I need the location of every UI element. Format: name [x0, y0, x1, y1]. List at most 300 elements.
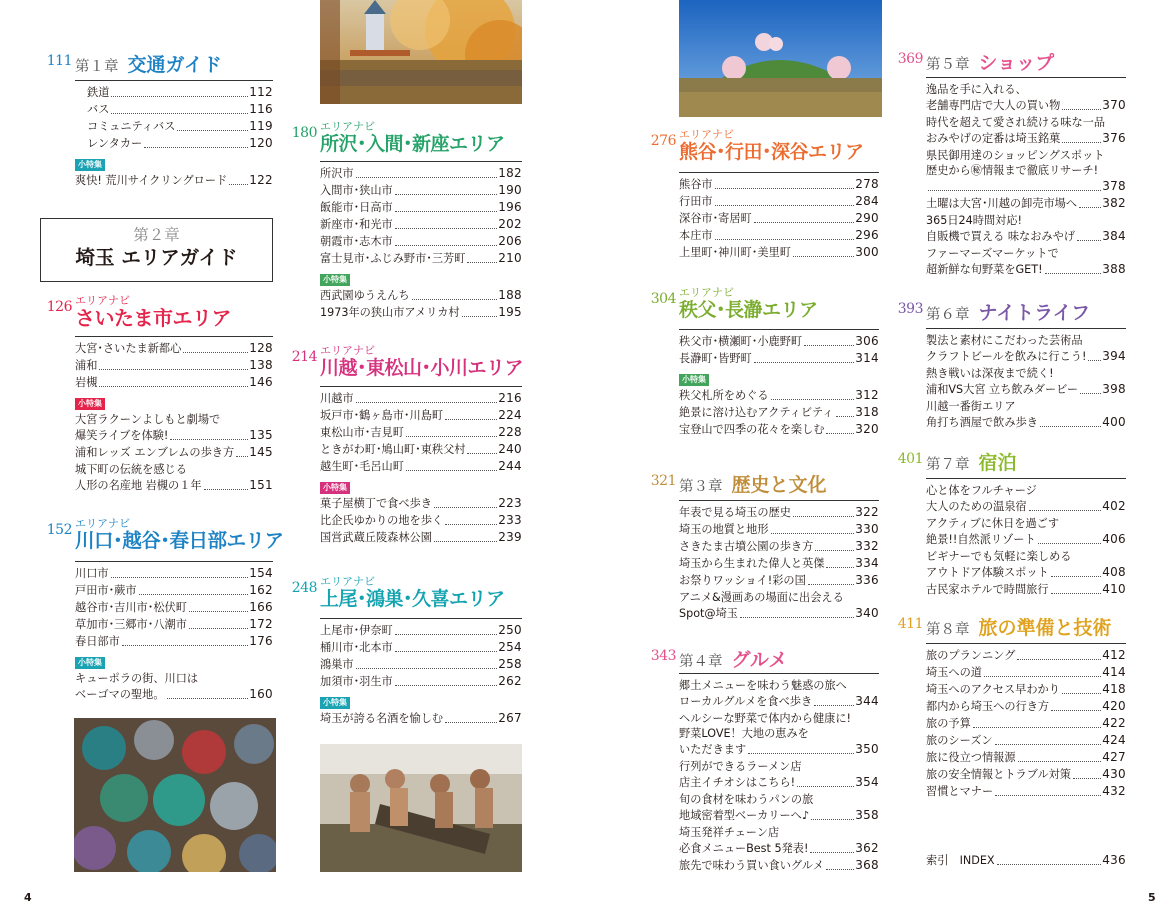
special-badge: 小特集: [320, 697, 350, 709]
entry-title: 桶川市･北本市: [320, 641, 393, 654]
entry-page: 188: [498, 288, 522, 302]
toc-entry[interactable]: [320, 182, 522, 199]
toc-entry[interactable]: [926, 483, 1126, 515]
toc-entry[interactable]: [926, 366, 1126, 398]
toc-entries: [75, 561, 273, 650]
entry-title: レンタカー: [87, 137, 143, 150]
chapter-title: 交通ガイド: [127, 54, 222, 76]
entry-title-line: 心と体をフルチャージ: [926, 484, 1037, 497]
toc-entry[interactable]: [926, 698, 1126, 715]
entry-title: 索引 INDEX: [926, 854, 995, 867]
entry-page: 206: [498, 234, 522, 248]
toc-entry[interactable]: [320, 216, 522, 233]
toc-entry[interactable]: [679, 421, 879, 438]
toc-entry[interactable]: [679, 333, 879, 350]
entry-title: 上里町･神川町･美里町: [679, 246, 791, 259]
entry-title: 旅に役立つ情報源: [926, 751, 1016, 764]
entry-title: 草加市･三郷市･八潮市: [75, 618, 187, 631]
entry-page: 410: [1102, 582, 1126, 596]
area-title: さいたま市エリア: [75, 306, 231, 330]
chapter-2-box: [40, 218, 273, 282]
toc-entry[interactable]: [679, 210, 879, 227]
entry-title: 旅のシーズン: [926, 734, 993, 747]
entry-title: バス: [87, 103, 110, 116]
special-badge: 小特集: [320, 274, 350, 286]
entry-title-line: キューポラの街、川口は: [75, 672, 199, 685]
entry-page: 340: [855, 606, 879, 620]
toc-entry[interactable]: [75, 172, 273, 189]
entry-title: 埼玉へのアクセス早わかり: [926, 683, 1060, 696]
entry-page: 154: [249, 566, 273, 580]
entry-page: 300: [855, 245, 879, 259]
entry-title: 東松山市･吉見町: [320, 426, 404, 439]
entry-title: 店主イチオシはこちら!: [679, 776, 796, 789]
special-badge: 小特集: [679, 374, 709, 386]
entry-title: お祭りワッショイ!彩の国: [679, 574, 806, 587]
toc-entry[interactable]: [320, 512, 522, 529]
area-kawagoe: [291, 344, 524, 546]
entry-title: 新座市･和光市: [320, 218, 393, 231]
entry-page: 418: [1102, 682, 1126, 696]
entry-page: 254: [498, 640, 522, 654]
chapter-title: グルメ: [731, 649, 788, 671]
area-kumagaya: [650, 128, 879, 261]
toc-entries: [679, 172, 879, 261]
toc-entry[interactable]: [75, 582, 273, 599]
toc-entry[interactable]: [87, 101, 273, 118]
entry-page: 239: [498, 530, 522, 544]
toc-entry[interactable]: [679, 792, 879, 824]
entry-title: 旅の予算: [926, 717, 971, 730]
entry-page: 160: [249, 687, 273, 701]
toc-entry[interactable]: [320, 673, 522, 690]
entry-page: 332: [855, 539, 879, 553]
entry-page: 378: [1102, 179, 1126, 193]
toc-entry[interactable]: [926, 516, 1126, 548]
chapter-number: 第６章: [926, 307, 970, 323]
area-saitama: [46, 294, 273, 494]
toc-entry[interactable]: [75, 444, 273, 461]
entry-title: 鴻巣市: [320, 658, 354, 671]
entry-page: 362: [855, 841, 879, 855]
entry-title: 浦和レッズ エンブレムの歩き方: [75, 446, 235, 459]
toc-entry[interactable]: [926, 715, 1126, 732]
page-number: 180: [291, 125, 317, 141]
entry-title: 浦和VS大宮 立ち飲みダービー: [926, 383, 1079, 396]
area-kawaguchi: [46, 517, 284, 703]
toc-entry[interactable]: [87, 118, 273, 135]
entry-title: 埼玉の地質と地形: [679, 523, 769, 536]
toc-entries: [75, 80, 273, 152]
entry-title: 1973年の狭山市アメリカ村: [320, 306, 460, 319]
entry-page: 216: [498, 391, 522, 405]
toc-entry[interactable]: [75, 412, 273, 444]
photo-festival-svg: [320, 744, 522, 872]
entry-page: 112: [249, 85, 273, 99]
chapter-number: 第２章: [133, 226, 180, 244]
special-badge: 小特集: [75, 657, 105, 669]
entry-title: 所沢市: [320, 167, 354, 180]
entry-page: 388: [1102, 262, 1126, 276]
toc-entry[interactable]: [926, 581, 1126, 598]
toc-entry[interactable]: [75, 357, 273, 374]
entry-title: 川越市: [320, 392, 354, 405]
entry-page: 122: [249, 173, 273, 187]
area-ageo: [291, 575, 522, 727]
page-number: 411: [897, 616, 923, 632]
entry-title: 富士見市･ふじみ野市･三芳町: [320, 252, 466, 265]
chapter-title: 旅の準備と技術: [978, 617, 1112, 639]
toc-entry[interactable]: [75, 599, 273, 616]
toc-entry[interactable]: [320, 250, 522, 267]
entry-title: コミュニティバス: [87, 120, 176, 133]
toc-entries: [320, 161, 522, 267]
area-title: 熊谷･行田･深谷エリア: [679, 141, 864, 163]
entry-title-line: 365日24時間対応!: [926, 214, 1023, 227]
entry-page: 240: [498, 442, 522, 456]
toc-entry[interactable]: [75, 340, 273, 357]
chapter-title: ナイトライフ: [978, 302, 1091, 324]
entry-title: 越谷市･吉川市･松伏町: [75, 601, 187, 614]
entry-page: 394: [1102, 349, 1126, 363]
entry-page: 228: [498, 425, 522, 439]
entry-page: 318: [855, 405, 879, 419]
entry-page: 408: [1102, 565, 1126, 579]
area-tokorozawa: [291, 120, 522, 321]
toc-entry[interactable]: [679, 244, 879, 261]
toc-entry[interactable]: [679, 538, 879, 555]
entry-title: 年表で見る埼玉の歴史: [679, 506, 791, 519]
entry-title: クラフトビールを飲みに行こう!: [926, 350, 1087, 363]
toc-entry[interactable]: [926, 549, 1126, 581]
entry-page: 314: [855, 351, 879, 365]
entry-page: 412: [1102, 648, 1126, 662]
entry-title-line: 時代を超えて愛され続ける味な一品: [926, 116, 1106, 129]
entry-title: 大宮･さいたま新都心: [75, 342, 182, 355]
entry-page: 290: [855, 211, 879, 225]
page-number: 214: [291, 349, 317, 365]
toc-entries: [75, 336, 273, 391]
entry-title: 絶景に溶け込むアクティビティ: [679, 406, 834, 419]
photo-beigoma: [74, 718, 276, 872]
entry-title: 習慣とマナー: [926, 785, 994, 798]
entry-page: 320: [855, 422, 879, 436]
entry-title-line: アクティブに休日を過ごす: [926, 517, 1060, 530]
entry-page: 210: [498, 251, 522, 265]
chapter-number: 第４章: [679, 654, 723, 670]
toc-entry[interactable]: [926, 664, 1126, 681]
entry-title: 秩父市･横瀬町･小鹿野町: [679, 335, 803, 348]
toc-entry[interactable]: [679, 504, 879, 521]
area-navi-label: エリアナビ: [75, 517, 130, 530]
entry-title: 鉄道: [87, 86, 110, 99]
entry-title: 土曜は大宮･川越の卸売市場へ: [926, 197, 1078, 210]
entry-page: 262: [498, 674, 522, 688]
entry-title: 菓子屋横丁で食べ歩き: [320, 497, 432, 510]
entry-title: 飯能市･日高市: [320, 201, 393, 214]
toc-entry[interactable]: [926, 213, 1126, 245]
entry-title: 比企氏ゆかりの地を歩く: [320, 514, 444, 527]
toc-entry[interactable]: [926, 333, 1126, 365]
toc-entry[interactable]: [679, 572, 879, 589]
entry-page: 402: [1102, 499, 1126, 513]
area-navi-label: エリアナビ: [679, 128, 734, 141]
toc-entry[interactable]: [926, 399, 1126, 431]
toc-entry[interactable]: [87, 84, 273, 101]
entry-title: 旅先で味わう買い食いグルメ: [679, 859, 824, 872]
entry-title: 旅のプランニング: [926, 649, 1016, 662]
entry-page: 195: [498, 305, 522, 319]
toc-entry[interactable]: [926, 115, 1126, 147]
entry-title: 西武園ゆうえんち: [320, 289, 410, 302]
chapter-number: 第８章: [926, 622, 970, 638]
entry-title: おみやげの定番は埼玉銘菓: [926, 132, 1061, 145]
entry-page: 162: [249, 583, 273, 597]
entry-page: 334: [855, 556, 879, 570]
toc-entry[interactable]: [926, 647, 1126, 664]
entry-title: 長瀞町･皆野町: [679, 352, 752, 365]
chapter-number: 第１章: [75, 59, 119, 75]
toc-entry[interactable]: [679, 678, 879, 710]
entry-title: 川口市: [75, 567, 109, 580]
toc-entry[interactable]: [679, 590, 879, 622]
entry-title: 加須市･羽生市: [320, 675, 393, 688]
entry-title: ローカルグルメを食べ歩き: [679, 695, 813, 708]
entry-title: 旅の安全情報とトラブル対策: [926, 768, 1071, 781]
toc-entry[interactable]: [87, 135, 273, 152]
toc-entry[interactable]: [926, 766, 1126, 783]
chapter-3: [650, 468, 879, 622]
toc-entry[interactable]: [320, 304, 522, 321]
page-number: 152: [46, 522, 72, 538]
entry-page: 368: [855, 858, 879, 872]
toc-entry[interactable]: [320, 233, 522, 250]
entry-title-line: 城下町の伝統を感じる: [75, 463, 187, 476]
entry-page: 420: [1102, 699, 1126, 713]
area-navi-label: エリアナビ: [679, 286, 734, 299]
chapter-title: 宿泊: [978, 452, 1017, 474]
photo-festival: [320, 744, 522, 872]
page-number: 248: [291, 580, 317, 596]
toc-entry[interactable]: [926, 148, 1126, 195]
toc-entry[interactable]: [926, 681, 1126, 698]
area-title: 上尾･鴻巣･久喜エリア: [320, 588, 505, 610]
entry-page: 350: [855, 742, 879, 756]
toc-entry[interactable]: [75, 374, 273, 391]
entry-page: 135: [249, 428, 273, 442]
entry-page: 344: [855, 694, 879, 708]
entry-title: 人形の名産地 岩槻の１年: [75, 479, 202, 492]
entry-page: 354: [855, 775, 879, 789]
chapter-7: [897, 446, 1126, 598]
entry-title: 都内から埼玉への行き方: [926, 700, 1050, 713]
entry-page: 358: [855, 808, 879, 822]
toc-entry[interactable]: [320, 441, 522, 458]
toc-entry[interactable]: [679, 350, 879, 367]
entry-page: 278: [855, 177, 879, 191]
entry-page: 151: [249, 478, 273, 492]
toc-entry[interactable]: [679, 759, 879, 791]
entry-page: 250: [498, 623, 522, 637]
photo-kofun-sakura: [679, 0, 882, 117]
toc-entry[interactable]: [679, 227, 879, 244]
entry-page: 145: [249, 445, 273, 459]
toc-entry[interactable]: [75, 616, 273, 633]
toc-entry[interactable]: [679, 404, 879, 421]
entry-title: 戸田市･蕨市: [75, 584, 137, 597]
toc-entry[interactable]: [320, 656, 522, 673]
area-title: 所沢･入間･新座エリア: [320, 133, 505, 155]
photo-beigoma-svg: [74, 718, 276, 872]
toc-entry[interactable]: [320, 424, 522, 441]
entry-title: 朝霞市･志木市: [320, 235, 393, 248]
entry-page: 202: [498, 217, 522, 231]
chapter-number: 第５章: [926, 57, 970, 73]
toc-entries: [320, 386, 522, 475]
area-navi-label: エリアナビ: [320, 120, 375, 133]
entry-page: 384: [1102, 229, 1126, 243]
entry-title: 入間市･狭山市: [320, 184, 393, 197]
entry-title: ときがわ町･鳩山町･東秩父村: [320, 443, 466, 456]
entry-page: 432: [1102, 784, 1126, 798]
entry-title: 浦和: [75, 359, 98, 372]
entry-page: 382: [1102, 196, 1126, 210]
toc-entry[interactable]: [679, 711, 879, 758]
chapter-1: [46, 48, 273, 189]
toc-entry[interactable]: [679, 193, 879, 210]
toc-entry[interactable]: [320, 710, 522, 727]
entry-page: 196: [498, 200, 522, 214]
entry-title: 角打ち酒屋で飲み歩き: [926, 416, 1038, 429]
entry-page: 182: [498, 166, 522, 180]
entry-page: 312: [855, 388, 879, 402]
toc-entry[interactable]: [926, 732, 1126, 749]
toc-entry[interactable]: [320, 287, 522, 304]
entry-page: 376: [1102, 131, 1126, 145]
special-badge: 小特集: [320, 482, 350, 494]
entry-page: 336: [855, 573, 879, 587]
toc-entry[interactable]: [926, 749, 1126, 766]
toc-entry[interactable]: [75, 462, 273, 494]
toc-entry[interactable]: [75, 565, 273, 582]
toc-entry[interactable]: [679, 555, 879, 572]
entry-title-line: ファーマーズマーケットで: [926, 247, 1059, 260]
page-number: 111: [46, 53, 72, 69]
toc-entries: [679, 673, 879, 874]
entry-title: 古民家ホテルで時間旅行: [926, 583, 1049, 596]
toc-entry[interactable]: [679, 857, 879, 874]
entry-title: 埼玉から生まれた偉人と英傑: [679, 557, 825, 570]
area-navi-label: エリアナビ: [75, 294, 130, 307]
toc-entry[interactable]: [320, 639, 522, 656]
toc-entry[interactable]: [320, 165, 522, 182]
entry-title: 埼玉への道: [926, 666, 982, 679]
toc-entry[interactable]: [75, 671, 273, 703]
toc-entry[interactable]: [320, 390, 522, 407]
entry-title: 深谷市･寄居町: [679, 212, 752, 225]
toc-entry[interactable]: [926, 195, 1126, 212]
page-number: 369: [897, 51, 923, 67]
area-navi-label: エリアナビ: [320, 344, 375, 357]
entry-title-line: 製法と素材にこだわった芸術品: [926, 334, 1083, 347]
entry-title-line: 大宮ラクーンよしもと劇場で: [75, 413, 221, 426]
toc-entry[interactable]: [320, 529, 522, 546]
page-number: 401: [897, 451, 923, 467]
entry-title: 超新鮮な旬野菜をGET!: [926, 263, 1043, 276]
toc-entry[interactable]: [926, 82, 1126, 114]
page-number: 304: [650, 291, 676, 307]
toc-entry[interactable]: [320, 407, 522, 424]
toc-entries: [679, 329, 879, 367]
toc-entry[interactable]: [679, 825, 879, 857]
entry-title-line: 郷土メニューを味わう魅惑の旅へ: [679, 679, 847, 692]
toc-entries: [926, 478, 1126, 598]
entry-title-line: 野菜LOVE！大地の恵みを: [679, 727, 809, 740]
index-entry[interactable]: [926, 852, 1126, 869]
entry-title: 行田市: [679, 195, 713, 208]
chapter-4: [650, 643, 879, 874]
entry-page: 172: [249, 617, 273, 631]
toc-entry[interactable]: [320, 622, 522, 639]
chapter-6: [897, 296, 1126, 431]
toc-entries: [926, 328, 1126, 431]
photo-autumn-tower: [320, 0, 522, 104]
toc-entry[interactable]: [320, 199, 522, 216]
entry-title: 本庄市: [679, 229, 713, 242]
page-number-left: 4: [24, 891, 32, 904]
entry-page: 146: [249, 375, 273, 389]
toc-entry[interactable]: [926, 246, 1126, 278]
area-navi-label: エリアナビ: [320, 575, 375, 588]
toc-entry[interactable]: [679, 387, 879, 404]
toc-entries: [926, 77, 1126, 278]
entry-page: 267: [498, 711, 522, 725]
toc-entry[interactable]: [679, 176, 879, 193]
entry-title-line: 旬の食材を味わうパンの旅: [679, 793, 814, 806]
page-number-right: 5: [1148, 891, 1156, 904]
toc-entry[interactable]: [320, 458, 522, 475]
entry-page: 370: [1102, 98, 1126, 112]
page-number: 343: [650, 648, 676, 664]
entry-title: 爽快! 荒川サイクリングロード: [75, 174, 228, 187]
entry-title: 絶景!!自然派リゾート: [926, 533, 1036, 546]
toc-entries: [679, 500, 879, 622]
entry-page: 424: [1102, 733, 1126, 747]
entry-title-line: 逸品を手に入れる、: [926, 83, 1027, 96]
entry-title: アウトドア体験スポット: [926, 566, 1049, 579]
entry-page: 296: [855, 228, 879, 242]
entry-title: 春日部市: [75, 635, 120, 648]
toc-entry[interactable]: [679, 521, 879, 538]
entry-page: 436: [1102, 853, 1126, 867]
entry-title: Spot@埼玉: [679, 607, 738, 620]
toc-entry[interactable]: [75, 633, 273, 650]
area-title: 秩父･長瀞エリア: [679, 299, 818, 321]
entry-page: 322: [855, 505, 879, 519]
entry-page: 138: [249, 358, 273, 372]
chapter-title: ショップ: [978, 52, 1055, 74]
page-number: 393: [897, 301, 923, 317]
entry-title-line: 行列ができるラーメン店: [679, 760, 802, 773]
entry-title: 必食メニューBest 5発表!: [679, 842, 809, 855]
entry-page: 414: [1102, 665, 1126, 679]
toc-entry[interactable]: [926, 783, 1126, 800]
chapter-5: [897, 46, 1126, 278]
toc-entry[interactable]: [320, 495, 522, 512]
entry-title: 老舗専門店で大人の買い物: [926, 99, 1061, 112]
entry-page: 119: [249, 119, 273, 133]
entry-page: 406: [1102, 532, 1126, 546]
